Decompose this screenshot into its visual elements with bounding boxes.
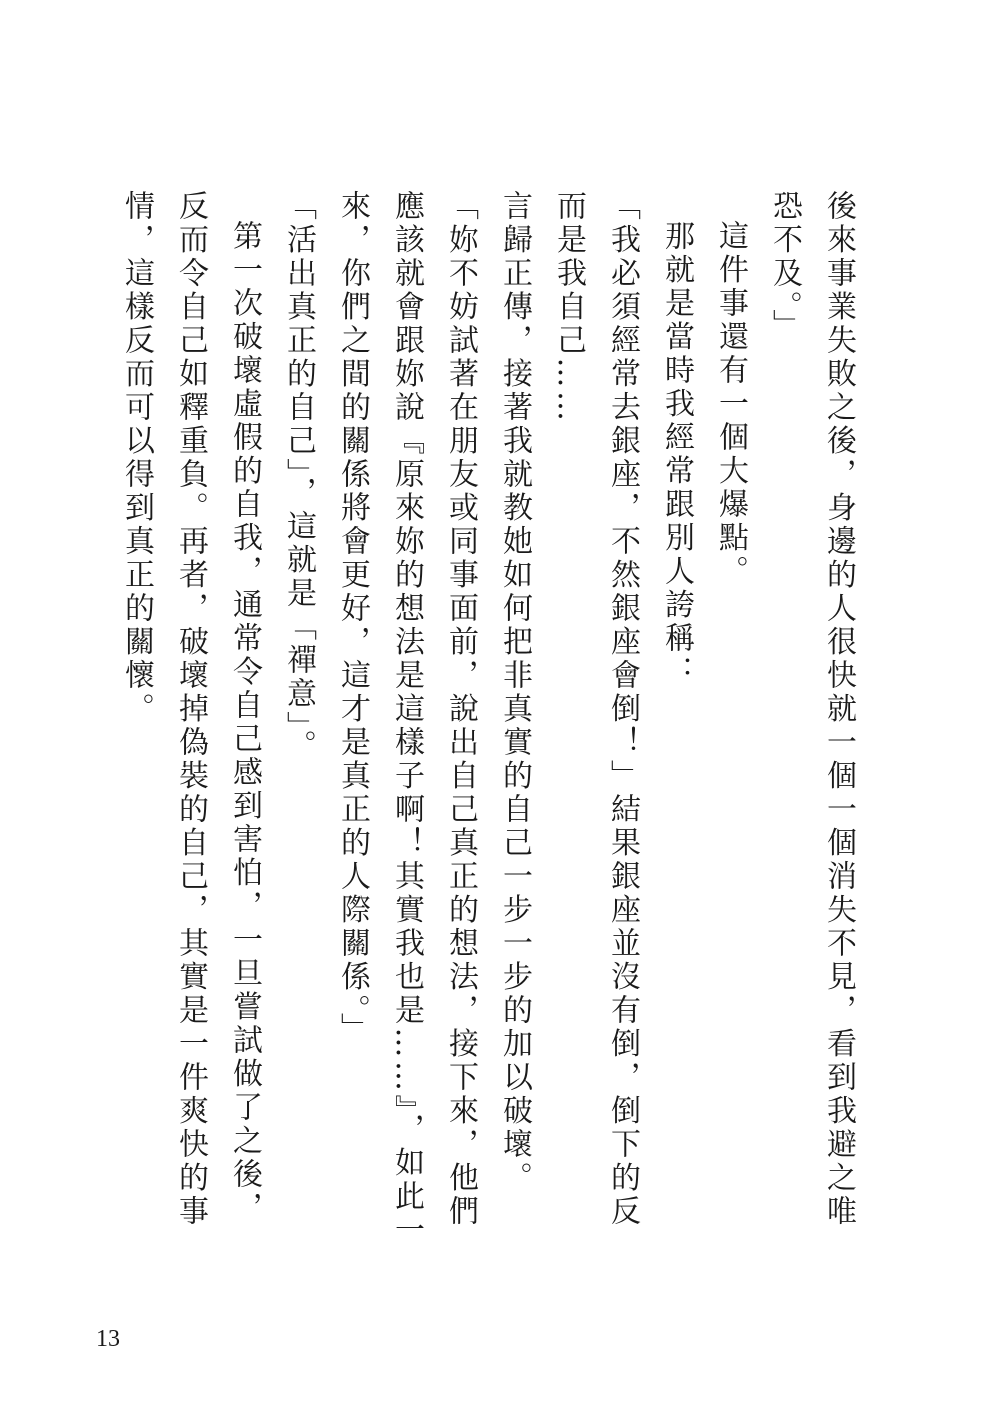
paragraph-5: 言歸正傳，接著我就教她如何把非真實的自己一步一步的加以破壞。: [497, 190, 532, 1195]
paragraph-6: 「妳不妨試著在朋友或同事面前，說出自己真正的想法，接下來，他們應該就會跟妳說『原來妳的想法是這樣子啊！其實我也是……』，如此一來，你們之間的關係將會更好，這才是真正的人際關係。」: [335, 190, 478, 1247]
paragraph-8: 第一次破壞虛假的自我，通常令自己感到害怕，一旦嘗試做了之後，反而令自己如釋重負。再者，破壞掉偽裝的自己，其實是一件爽快的事情，這樣反而可以得到真正的關懷。: [119, 190, 262, 1229]
paragraph-7: 「活出真正的自己」，這就是「禪意」。: [281, 190, 316, 763]
paragraph-2: 這件事還有一個大爆點。: [713, 220, 748, 589]
paragraph-1: 後來事業失敗之後，身邊的人很快就一個一個消失不見，看到我避之唯恐不及。」: [767, 190, 856, 1229]
page-number: 13: [96, 1326, 120, 1352]
body-text-column: [105, 190, 865, 1255]
paragraph-4: 「我必須經常去銀座，不然銀座會倒！」結果銀座並沒有倒，倒下的反而是我自己……: [551, 190, 640, 1229]
paragraph-3: 那就是當時我經常跟別人誇稱：: [659, 220, 694, 689]
